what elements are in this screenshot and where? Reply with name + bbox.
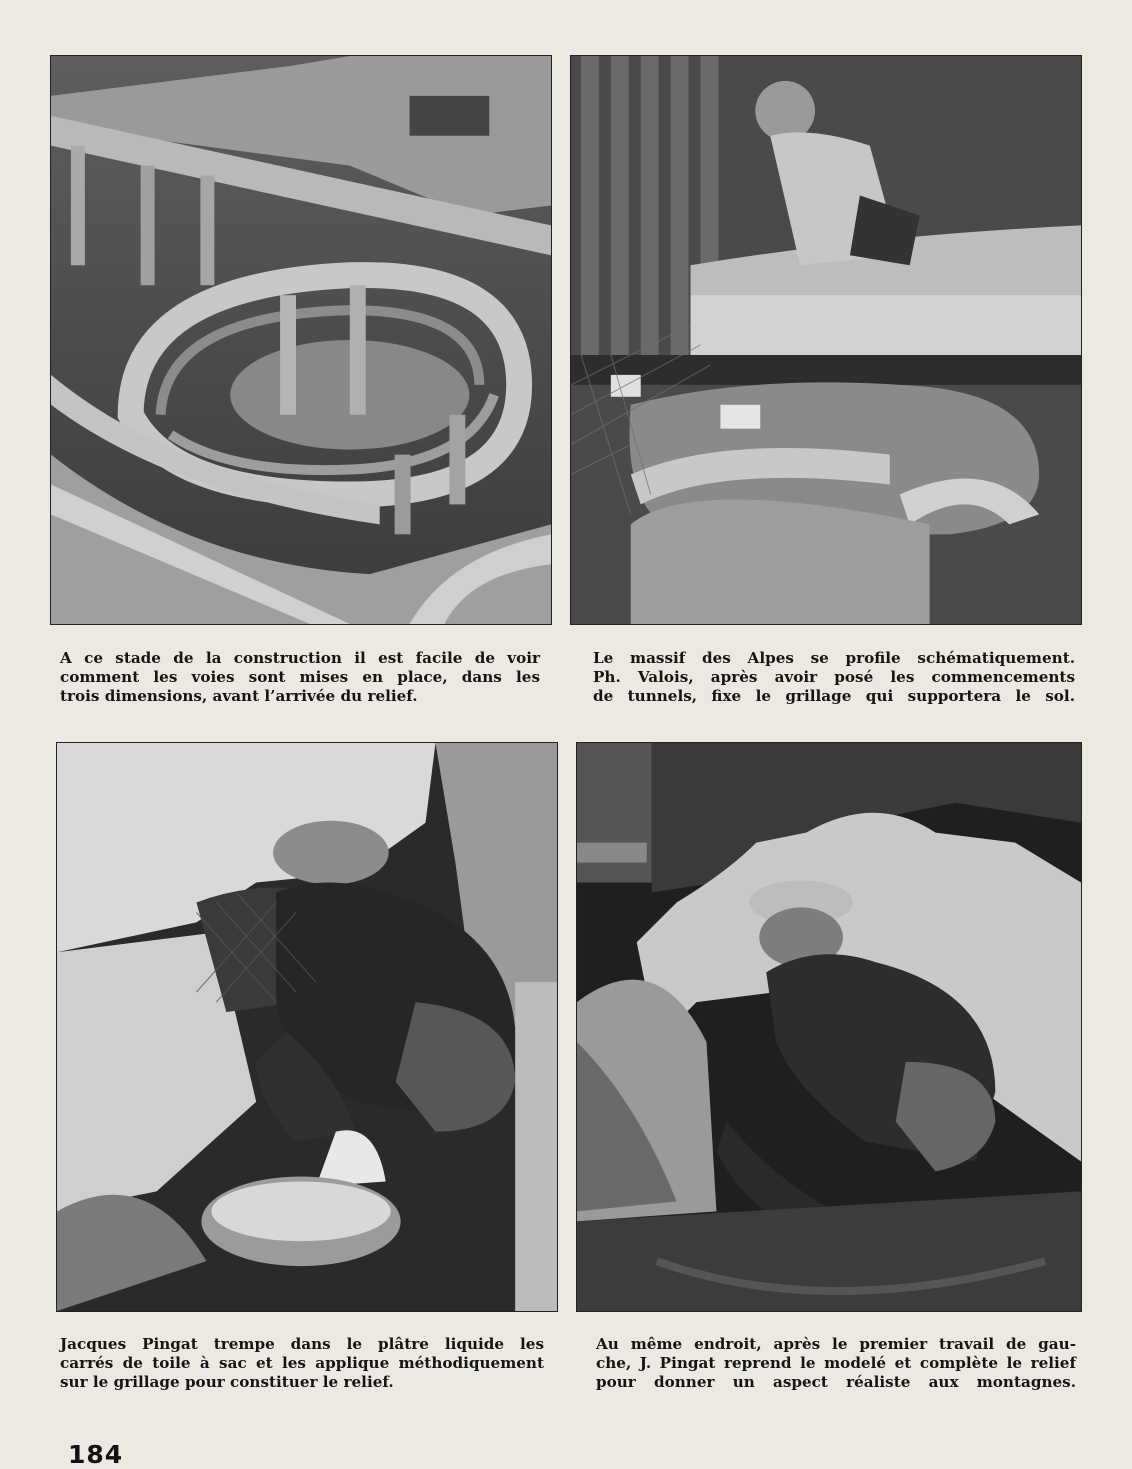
- photo-relief-modeling-illustration: [577, 743, 1081, 1311]
- photo-plaster-dipping-illustration: [57, 743, 557, 1311]
- photo-mesh-installation-illustration: [571, 56, 1081, 624]
- caption-line: carrés de toile à sac et les applique méthodiquement: [60, 1354, 544, 1372]
- caption-line: trois dimensions, avant l’arrivée du relief.: [60, 687, 418, 705]
- caption-line: Le massif des Alpes se profile schématiquement.: [593, 649, 1075, 667]
- caption-mesh-installation: [593, 649, 1075, 706]
- photo-track-framework: [50, 55, 552, 625]
- caption-line: Au même endroit, après le premier travail de gau-: [596, 1335, 1076, 1353]
- photo-relief-modeling: [576, 742, 1082, 1312]
- caption-line: Ph. Valois, après avoir posé les commencements: [593, 668, 1075, 686]
- caption-line: de tunnels, fixe le grillage qui supportera le sol.: [593, 687, 1075, 705]
- photo-track-framework-illustration: [51, 56, 551, 624]
- caption-line: A ce stade de la construction il est facile de voir: [60, 649, 540, 667]
- caption-relief-modeling: [596, 1335, 1076, 1392]
- caption-line: sur le grillage pour constituer le relief.: [60, 1373, 394, 1391]
- page-number: 184: [68, 1440, 124, 1469]
- caption-line: pour donner un aspect réaliste aux montagnes.: [596, 1373, 1076, 1391]
- caption-line: che, J. Pingat reprend le modelé et complète le relief: [596, 1354, 1076, 1372]
- photo-plaster-dipping: [56, 742, 558, 1312]
- caption-plaster-dipping: [60, 1335, 544, 1392]
- caption-line: Jacques Pingat trempe dans le plâtre liquide les: [60, 1335, 544, 1353]
- photo-mesh-installation: [570, 55, 1082, 625]
- caption-line: comment les voies sont mises en place, dans les: [60, 668, 540, 686]
- caption-track-framework: [60, 649, 540, 706]
